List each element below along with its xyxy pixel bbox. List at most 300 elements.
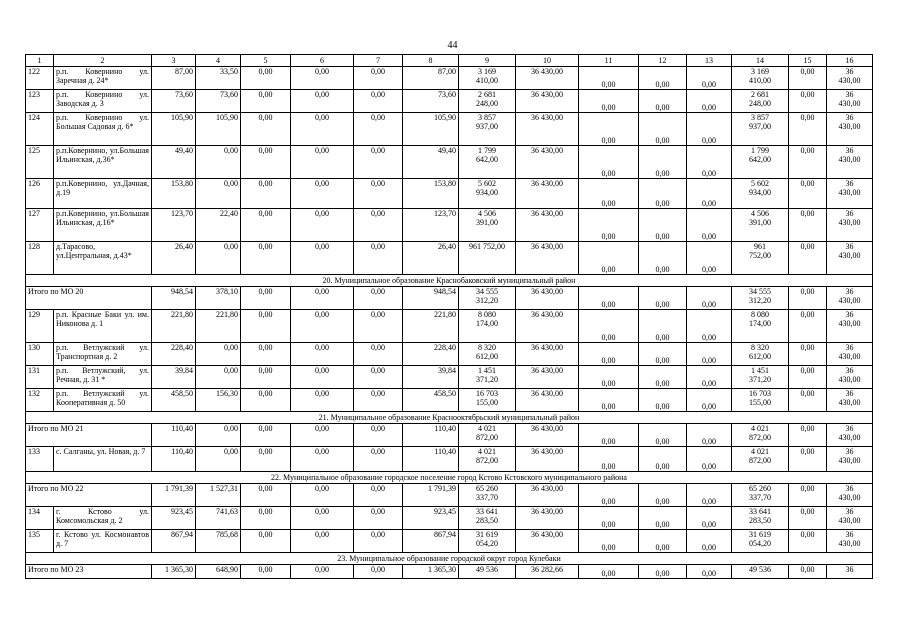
column-number: 14 xyxy=(732,55,789,67)
table-cell: 36 430,00 xyxy=(827,507,873,530)
section-title: 23. Муниципальное образование городской округ город Кулебаки xyxy=(26,553,873,565)
table-cell: 923,45 xyxy=(403,507,459,530)
table-cell: 36 430,00 xyxy=(827,447,873,472)
table-cell: 0,00 xyxy=(687,424,732,447)
table-cell: 0,00 xyxy=(579,366,639,389)
table-cell: 0,00 xyxy=(291,530,354,553)
table-cell: 0,00 xyxy=(241,113,291,146)
row-number: 135 xyxy=(26,530,54,553)
table-cell: 0,00 xyxy=(291,287,354,310)
table-cell: 1 799 642,00 xyxy=(732,146,789,179)
table-cell: 8 080 174,00 xyxy=(732,310,789,343)
table-cell: 110,40 xyxy=(403,447,459,472)
table-cell: 0,00 xyxy=(789,484,827,507)
table-cell: 5 602 934,00 xyxy=(732,179,789,209)
table-cell: 8 080 174,00 xyxy=(459,310,516,343)
table-cell: 36 430,00 xyxy=(827,90,873,113)
total-label: Итого по МО 21 xyxy=(26,424,152,447)
page-number: 44 xyxy=(447,40,458,51)
table-cell: 0,00 xyxy=(241,310,291,343)
table-cell: 0,00 xyxy=(354,424,403,447)
table-cell: 0,00 xyxy=(291,179,354,209)
table-cell: 0,00 xyxy=(579,447,639,472)
table-cell: 36 430,00 xyxy=(516,366,579,389)
total-label: Итого по МО 22 xyxy=(26,484,152,507)
table-cell: 0,00 xyxy=(241,507,291,530)
table-cell: 0,00 xyxy=(291,67,354,90)
table-cell: 0,00 xyxy=(687,67,732,90)
address-cell: с. Салганы, ул. Новая, д. 7 xyxy=(54,447,152,472)
table-cell: 741,63 xyxy=(196,507,241,530)
table-cell: 0,00 xyxy=(579,424,639,447)
section-row xyxy=(26,275,873,287)
row-number: 124 xyxy=(26,113,54,146)
table-cell: 22,40 xyxy=(196,209,241,242)
table-cell: 0,00 xyxy=(579,209,639,242)
table-cell: 4 021 872,00 xyxy=(459,424,516,447)
table-cell: 36 430,00 xyxy=(827,343,873,366)
table-cell: 105,90 xyxy=(403,113,459,146)
table-cell: 0,00 xyxy=(639,507,687,530)
total-label: Итого по МО 20 xyxy=(26,287,152,310)
table-cell: 0,00 xyxy=(291,389,354,412)
table-cell: 0,00 xyxy=(639,67,687,90)
table-cell: 221,80 xyxy=(152,310,196,343)
table-cell: 0,00 xyxy=(579,565,639,579)
table-cell: 65 260 337,70 xyxy=(732,484,789,507)
table-cell: 948,54 xyxy=(152,287,196,310)
table-cell: 33 641 283,50 xyxy=(459,507,516,530)
table-cell: 0,00 xyxy=(196,179,241,209)
table-cell: 0,00 xyxy=(639,179,687,209)
table-row xyxy=(26,447,873,472)
table-cell: 1 527,31 xyxy=(196,484,241,507)
address-cell: д.Тарасово, ул.Центральная, д.43* xyxy=(54,242,152,275)
table-cell: 0,00 xyxy=(579,242,639,275)
table-cell: 0,00 xyxy=(291,113,354,146)
table-cell: 0,00 xyxy=(639,389,687,412)
table-cell: 87,00 xyxy=(403,67,459,90)
table-cell: 33,50 xyxy=(196,67,241,90)
table-cell: 105,90 xyxy=(152,113,196,146)
table-cell: 87,00 xyxy=(152,67,196,90)
address-cell: р.п. Ветлужский ул. Транспортная д. 2 xyxy=(54,343,152,366)
table-cell: 221,80 xyxy=(196,310,241,343)
table-cell: 36 282,66 xyxy=(516,565,579,579)
table-cell: 458,50 xyxy=(403,389,459,412)
table-cell: 34 555 312,20 xyxy=(459,287,516,310)
table-cell: 228,40 xyxy=(152,343,196,366)
total-label: Итого по МО 23 xyxy=(26,565,152,579)
table-cell: 31 619 054,20 xyxy=(732,530,789,553)
address-cell: р.п.Ковернино, ул.Большая Ильинская, д.36* xyxy=(54,146,152,179)
row-number: 133 xyxy=(26,447,54,472)
table-cell: 0,00 xyxy=(354,67,403,90)
table-cell: 0,00 xyxy=(639,242,687,275)
row-number: 128 xyxy=(26,242,54,275)
table-cell: 36 430,00 xyxy=(827,530,873,553)
table-cell: 0,00 xyxy=(639,113,687,146)
table-cell: 378,10 xyxy=(196,287,241,310)
table-cell: 123,70 xyxy=(152,209,196,242)
table-cell: 0,00 xyxy=(687,447,732,472)
table-cell: 0,00 xyxy=(639,146,687,179)
table-cell: 0,00 xyxy=(241,90,291,113)
table-cell: 0,00 xyxy=(354,242,403,275)
table-cell: 2 681 248,00 xyxy=(732,90,789,113)
row-number: 129 xyxy=(26,310,54,343)
column-number: 6 xyxy=(291,55,354,67)
table-cell: 0,00 xyxy=(579,287,639,310)
section-title: 21. Муниципальное образование Краснооктябрьский муниципальный район xyxy=(26,412,873,424)
table-cell: 65 260 337,70 xyxy=(459,484,516,507)
table-row xyxy=(26,507,873,530)
table-cell: 0,00 xyxy=(687,343,732,366)
table-cell: 0,00 xyxy=(687,565,732,579)
table-cell: 2 681 248,00 xyxy=(459,90,516,113)
table-row xyxy=(26,146,873,179)
total-row xyxy=(26,484,873,507)
section-row xyxy=(26,472,873,484)
table-cell: 153,80 xyxy=(403,179,459,209)
table-cell: 3 857 937,00 xyxy=(459,113,516,146)
row-number: 122 xyxy=(26,67,54,90)
table-row xyxy=(26,310,873,343)
table-cell: 0,00 xyxy=(789,389,827,412)
table-cell: 3 857 937,00 xyxy=(732,113,789,146)
column-number: 15 xyxy=(789,55,827,67)
table-cell: 49 536 xyxy=(459,565,516,579)
table-cell: 0,00 xyxy=(687,310,732,343)
table-cell: 0,00 xyxy=(789,113,827,146)
table-cell: 867,94 xyxy=(403,530,459,553)
table-cell: 0,00 xyxy=(241,424,291,447)
row-number: 125 xyxy=(26,146,54,179)
address-cell: р.п. Ветлужский, ул. Речная, д. 31 * xyxy=(54,366,152,389)
column-number: 8 xyxy=(403,55,459,67)
table-cell: 153,80 xyxy=(152,179,196,209)
table-cell: 0,00 xyxy=(354,447,403,472)
table-cell: 26,40 xyxy=(403,242,459,275)
table-cell: 0,00 xyxy=(241,67,291,90)
table-cell: 4 506 391,00 xyxy=(459,209,516,242)
table-cell: 0,00 xyxy=(789,366,827,389)
table-cell: 0,00 xyxy=(241,565,291,579)
table-cell: 458,50 xyxy=(152,389,196,412)
table-cell: 0,00 xyxy=(579,90,639,113)
table-cell: 3 169 410,00 xyxy=(732,67,789,90)
table-cell: 0,00 xyxy=(789,424,827,447)
table-cell: 0,00 xyxy=(639,287,687,310)
table-cell: 0,00 xyxy=(291,565,354,579)
table-cell: 36 430,00 xyxy=(827,424,873,447)
table-cell: 0,00 xyxy=(241,389,291,412)
table-cell: 0,00 xyxy=(579,343,639,366)
table-cell: 49,40 xyxy=(152,146,196,179)
table-cell: 923,45 xyxy=(152,507,196,530)
address-cell: р.п. Ковернино ул. Большая Садовая д. 6* xyxy=(54,113,152,146)
table-cell: 36 430,00 xyxy=(827,366,873,389)
table-cell: 0,00 xyxy=(354,366,403,389)
table-cell: 0,00 xyxy=(639,90,687,113)
table-cell: 36 430,00 xyxy=(516,447,579,472)
table-cell: 0,00 xyxy=(291,343,354,366)
table-cell: 0,00 xyxy=(579,146,639,179)
table-cell: 0,00 xyxy=(579,484,639,507)
table-cell: 0,00 xyxy=(354,484,403,507)
table-cell: 0,00 xyxy=(196,242,241,275)
table-cell: 0,00 xyxy=(291,507,354,530)
table-cell: 36 430,00 xyxy=(516,507,579,530)
table-cell: 0,00 xyxy=(354,90,403,113)
table-cell: 0,00 xyxy=(241,484,291,507)
table-cell: 8 320 612,00 xyxy=(732,343,789,366)
table-cell: 0,00 xyxy=(639,530,687,553)
table-cell: 110,40 xyxy=(152,424,196,447)
table-cell: 0,00 xyxy=(687,507,732,530)
table-cell: 0,00 xyxy=(241,287,291,310)
table-cell: 0,00 xyxy=(579,389,639,412)
table-cell: 0,00 xyxy=(291,310,354,343)
table-cell: 16 703 155,00 xyxy=(459,389,516,412)
table-cell: 0,00 xyxy=(579,179,639,209)
table-cell: 0,00 xyxy=(354,507,403,530)
table-cell: 49 536 xyxy=(732,565,789,579)
table-cell: 0,00 xyxy=(291,146,354,179)
table-cell: 156,30 xyxy=(196,389,241,412)
table-cell: 4 506 391,00 xyxy=(732,209,789,242)
table-cell: 0,00 xyxy=(241,530,291,553)
table-cell: 36 430,00 xyxy=(516,424,579,447)
table-cell: 36 430,00 xyxy=(827,484,873,507)
table-cell: 36 430,00 xyxy=(827,113,873,146)
table-row xyxy=(26,179,873,209)
table-cell: 0,00 xyxy=(291,366,354,389)
table-cell: 0,00 xyxy=(579,113,639,146)
table-cell: 0,00 xyxy=(687,242,732,275)
table-cell: 961 752,00 xyxy=(459,242,516,275)
table-cell: 5 602 934,00 xyxy=(459,179,516,209)
table-cell: 36 430,00 xyxy=(516,310,579,343)
total-row xyxy=(26,565,873,579)
row-number: 131 xyxy=(26,366,54,389)
table-cell: 0,00 xyxy=(687,179,732,209)
table-cell: 0,00 xyxy=(354,565,403,579)
row-number: 127 xyxy=(26,209,54,242)
address-cell: р.п. Ковернино ул. Заречная д. 24* xyxy=(54,67,152,90)
total-row xyxy=(26,424,873,447)
table-cell: 0,00 xyxy=(291,90,354,113)
table-cell: 1 365,30 xyxy=(152,565,196,579)
table-cell: 1 799 642,00 xyxy=(459,146,516,179)
table-cell: 26,40 xyxy=(152,242,196,275)
column-number: 2 xyxy=(54,55,152,67)
table-cell: 36 430,00 xyxy=(516,67,579,90)
table-cell: 0,00 xyxy=(789,287,827,310)
column-number: 4 xyxy=(196,55,241,67)
table-cell: 0,00 xyxy=(639,366,687,389)
data-table xyxy=(25,54,873,579)
table-cell: 36 430,00 xyxy=(516,343,579,366)
table-cell: 0,00 xyxy=(789,343,827,366)
table-cell: 36 430,00 xyxy=(516,209,579,242)
table-cell: 110,40 xyxy=(403,424,459,447)
table-cell: 0,00 xyxy=(241,447,291,472)
table-cell: 0,00 xyxy=(579,530,639,553)
table-cell: 0,00 xyxy=(687,113,732,146)
address-cell: р.п. Красные Баки ул. им. Никонова д. 1 xyxy=(54,310,152,343)
table-cell: 961 752,00 xyxy=(732,242,789,275)
address-cell: г. Кстово ул. Космонавтов д. 7 xyxy=(54,530,152,553)
table-cell: 36 430,00 xyxy=(827,389,873,412)
address-cell: р.п. Ковернино ул. Заводская д. 3 xyxy=(54,90,152,113)
table-cell: 36 430,00 xyxy=(827,146,873,179)
table-cell: 867,94 xyxy=(152,530,196,553)
table-row xyxy=(26,366,873,389)
column-number: 7 xyxy=(354,55,403,67)
column-number: 9 xyxy=(459,55,516,67)
table-cell: 0,00 xyxy=(291,209,354,242)
table-cell: 1 791,39 xyxy=(152,484,196,507)
table-cell: 0,00 xyxy=(687,146,732,179)
table-cell: 0,00 xyxy=(354,113,403,146)
table-cell: 36 430,00 xyxy=(827,242,873,275)
table-cell: 948,54 xyxy=(403,287,459,310)
table-cell: 0,00 xyxy=(639,424,687,447)
table-cell: 0,00 xyxy=(789,530,827,553)
table-row xyxy=(26,113,873,146)
table-row xyxy=(26,530,873,553)
table-row xyxy=(26,67,873,90)
table-cell: 0,00 xyxy=(789,179,827,209)
table-cell: 0,00 xyxy=(196,146,241,179)
address-cell: р.п. Ветлужский ул. Кооперативная д. 50 xyxy=(54,389,152,412)
table-cell: 4 021 872,00 xyxy=(459,447,516,472)
table-cell: 0,00 xyxy=(241,242,291,275)
table-cell: 228,40 xyxy=(403,343,459,366)
table-cell: 49,40 xyxy=(403,146,459,179)
table-cell: 39,84 xyxy=(403,366,459,389)
table-row xyxy=(26,242,873,275)
table-row xyxy=(26,343,873,366)
table-cell: 73,60 xyxy=(152,90,196,113)
table-cell: 0,00 xyxy=(241,343,291,366)
table-cell: 0,00 xyxy=(196,447,241,472)
table-cell: 0,00 xyxy=(354,209,403,242)
header-row xyxy=(26,55,873,67)
total-row xyxy=(26,287,873,310)
table-cell: 0,00 xyxy=(354,389,403,412)
table-cell: 36 430,00 xyxy=(827,209,873,242)
table-cell: 39,84 xyxy=(152,366,196,389)
table-cell: 0,00 xyxy=(579,67,639,90)
table-cell: 4 021 872,00 xyxy=(732,424,789,447)
table-cell: 16 703 155,00 xyxy=(732,389,789,412)
row-number: 123 xyxy=(26,90,54,113)
row-number: 132 xyxy=(26,389,54,412)
address-cell: г. Кстово ул. Комсомольская д. 2 xyxy=(54,507,152,530)
table-cell: 36 430,00 xyxy=(516,179,579,209)
table-cell: 73,60 xyxy=(196,90,241,113)
table-cell: 31 619 054,20 xyxy=(459,530,516,553)
table-cell: 0,00 xyxy=(354,310,403,343)
column-number: 13 xyxy=(687,55,732,67)
table-cell: 0,00 xyxy=(354,179,403,209)
table-row xyxy=(26,389,873,412)
table-cell: 0,00 xyxy=(789,447,827,472)
column-number: 5 xyxy=(241,55,291,67)
table-cell: 785,68 xyxy=(196,530,241,553)
table-cell: 221,80 xyxy=(403,310,459,343)
table-cell: 123,70 xyxy=(403,209,459,242)
table-cell: 0,00 xyxy=(687,484,732,507)
table-cell: 36 430,00 xyxy=(827,179,873,209)
section-title: 22. Муниципальное образование городское поселение город Кстово Кстовского муниципального района xyxy=(26,472,873,484)
table-cell: 1 365,30 xyxy=(403,565,459,579)
table-cell: 36 430,00 xyxy=(516,484,579,507)
table-cell: 0,00 xyxy=(687,90,732,113)
table-row xyxy=(26,90,873,113)
address-cell: р.п.Ковернино, ул.Дачная, д.19 xyxy=(54,179,152,209)
table-cell: 0,00 xyxy=(639,447,687,472)
table-cell: 36 430,00 xyxy=(827,67,873,90)
column-number: 1 xyxy=(26,55,54,67)
table-cell: 0,00 xyxy=(579,507,639,530)
table-cell: 0,00 xyxy=(291,242,354,275)
table-cell: 8 320 612,00 xyxy=(459,343,516,366)
column-number: 11 xyxy=(579,55,639,67)
table-cell: 110,40 xyxy=(152,447,196,472)
column-number: 3 xyxy=(152,55,196,67)
table-cell: 0,00 xyxy=(291,484,354,507)
table-cell: 0,00 xyxy=(241,146,291,179)
row-number: 126 xyxy=(26,179,54,209)
table-cell: 36 430,00 xyxy=(516,530,579,553)
table-cell: 0,00 xyxy=(639,343,687,366)
section-title: 20. Муниципальное образование Краснобаковский муниципальный район xyxy=(26,275,873,287)
table-cell: 0,00 xyxy=(354,343,403,366)
table-cell: 0,00 xyxy=(789,242,827,275)
table-cell: 0,00 xyxy=(687,209,732,242)
table-cell: 36 430,00 xyxy=(516,242,579,275)
table-cell: 3 169 410,00 xyxy=(459,67,516,90)
table-cell: 0,00 xyxy=(241,179,291,209)
table-cell: 0,00 xyxy=(789,310,827,343)
row-number: 134 xyxy=(26,507,54,530)
table-cell: 0,00 xyxy=(354,287,403,310)
row-number: 130 xyxy=(26,343,54,366)
table-cell: 1 451 371,20 xyxy=(732,366,789,389)
table-cell: 0,00 xyxy=(789,507,827,530)
table-cell: 0,00 xyxy=(789,565,827,579)
table-cell: 4 021 872,00 xyxy=(732,447,789,472)
table-cell: 648,90 xyxy=(196,565,241,579)
table-row xyxy=(26,209,873,242)
column-number: 16 xyxy=(827,55,873,67)
table-cell: 0,00 xyxy=(291,424,354,447)
table-cell: 73,60 xyxy=(403,90,459,113)
table-cell: 0,00 xyxy=(196,366,241,389)
table-cell: 36 430,00 xyxy=(516,146,579,179)
table-cell: 33 641 283,50 xyxy=(732,507,789,530)
table-cell: 1 451 371,20 xyxy=(459,366,516,389)
section-row xyxy=(26,553,873,565)
table-cell: 0,00 xyxy=(354,530,403,553)
address-cell: р.п.Ковернино, ул.Большая Ильинская, д.16* xyxy=(54,209,152,242)
table-cell: 0,00 xyxy=(789,146,827,179)
table-cell: 0,00 xyxy=(789,67,827,90)
table-cell: 0,00 xyxy=(789,209,827,242)
